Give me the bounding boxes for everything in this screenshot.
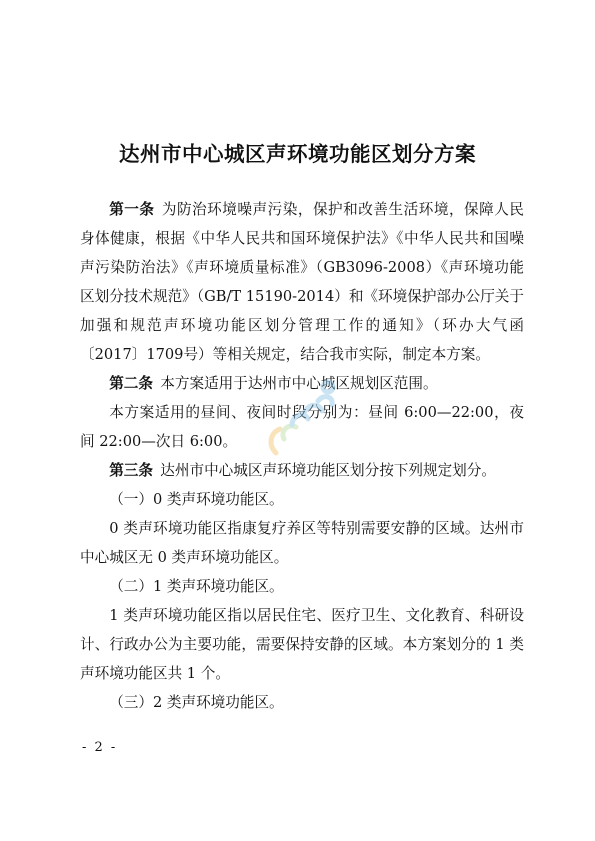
paragraph-text: 本方案适用的昼间、夜间时段分别为：昼间 6:00—22:00，夜间 22:00—次日 6:00。 <box>80 404 524 450</box>
document-title: 达州市中心城区声环境功能区划分方案 <box>119 142 476 166</box>
paragraph-text: 为防治环境噪声污染，保护和改善生活环境，保障人民身体健康，根据《中华人民共和国环境保护法》《中华人民共和国噪声污染防治法》《声环境质量标准》（GB3096-2008）《声环境功能区划分技术规范》（GB/T 15190-2014）和《环境保护部办公厅关于加强和规范声环境功能区划分管理工作的通知》（环办大气函〔2017〕1709号）等相关规定，结合我市实际，制定本方案。 <box>80 201 524 363</box>
paragraph-text: 1 类声环境功能区指以居民住宅、医疗卫生、文化教育、科研设计、行政办公为主要功能，需要保持安静的区域。本方案划分的 1 类声环境功能区共 1 个。 <box>80 607 524 682</box>
article-2-paragraph <box>80 369 524 398</box>
paragraph-text: （一）0 类声环境功能区。 <box>109 491 284 508</box>
class-0-heading <box>80 485 524 514</box>
class-0-paragraph <box>80 514 524 572</box>
class-2-heading <box>80 688 524 717</box>
article-1-paragraph <box>80 195 524 369</box>
time-period-paragraph <box>80 398 524 456</box>
document-body <box>80 195 524 717</box>
paragraph-text: 达州市中心城区声环境功能区划分按下列规定划分。 <box>160 462 496 479</box>
paragraph-text: 0 类声环境功能区指康复疗养区等特别需要安静的区域。达州市中心城区无 0 类声环境功能区。 <box>80 520 524 566</box>
article-3-paragraph <box>80 456 524 485</box>
paragraph-text: （三）2 类声环境功能区。 <box>109 694 284 711</box>
class-1-heading <box>80 572 524 601</box>
article-label: 第一条 <box>109 201 155 218</box>
article-label: 第三条 <box>109 462 153 479</box>
page-number: - 2 - <box>82 740 118 755</box>
paragraph-text: （二）1 类声环境功能区。 <box>109 578 284 595</box>
paragraph-text: 本方案适用于达州市中心城区规划区范围。 <box>160 375 438 392</box>
class-1-paragraph <box>80 601 524 688</box>
article-label: 第二条 <box>109 375 153 392</box>
